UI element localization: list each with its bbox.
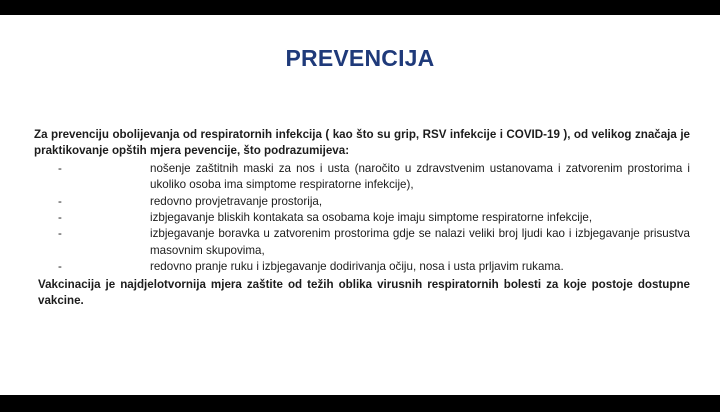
list-item xyxy=(34,194,690,210)
list-bullet: - xyxy=(58,211,62,225)
page-title: PREVENCIJA xyxy=(285,45,435,71)
document-body xyxy=(34,127,690,309)
list-item xyxy=(34,161,690,194)
list-bullet: - xyxy=(58,194,62,208)
list-item-text: redovno pranje ruku i izbjegavanje dodirivanja očiju, nosa i usta prljavim rukama. xyxy=(150,260,564,274)
list-item-text: izbjegavanje boravka u zatvorenim prostorima gdje se nalazi veliki broj ljudi kao i izbjegavanje prisustva masovnim skupovima, xyxy=(150,227,690,257)
list-bullet: - xyxy=(58,161,62,175)
document-page xyxy=(0,15,720,395)
list-item xyxy=(34,210,690,226)
prevention-list xyxy=(34,161,690,276)
list-item-text: redovno provjetravanje prostorija, xyxy=(150,194,323,208)
list-item-text: nošenje zaštitnih maski za nos i usta (naročito u zdravstvenim ustanovama i zatvorenim prostorima i ukoliko osoba ima simptome respiratorne infekcije), xyxy=(150,161,690,192)
list-bullet: - xyxy=(58,260,62,274)
intro-paragraph: Za prevenciju obolijevanja od respiratornih infekcija ( kao što su grip, RSV infekcije i COVID-19 ), od velikog značaja je praktikovanje opštih mjera pevencije, što podrazumijeva: xyxy=(34,128,690,158)
outro-paragraph: Vakcinacija je najdjelotvornija mjera zaštite od težih oblika virusnih respiratornih bolesti za koje postoje dostupne vakcine. xyxy=(38,277,690,308)
list-item xyxy=(34,259,690,275)
list-item xyxy=(34,226,690,259)
list-bullet: - xyxy=(58,227,62,241)
list-item-text: izbjegavanje bliskih kontakata sa osobama koje imaju simptome respiratorne infekcije, xyxy=(150,211,593,225)
